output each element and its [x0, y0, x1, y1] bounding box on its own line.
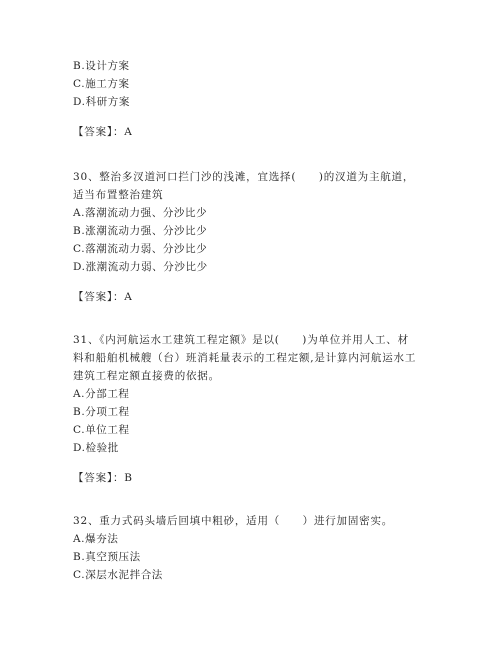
- option-d: D.科研方案: [73, 96, 130, 108]
- option-b: B.设计方案: [73, 60, 130, 72]
- option-c: C.施工方案: [73, 78, 130, 90]
- question-32-option-b: B.真空预压法: [73, 551, 141, 563]
- question-30-option-b: B.涨潮流动力强、分沙比少: [73, 225, 208, 237]
- question-30-text-line-1: 30、整治多汊道河口拦门沙的浅滩，宜选择( )的汊道为主航道，: [73, 171, 415, 183]
- question-32-option-c: C.深层水泥拌合法: [73, 569, 163, 581]
- question-31-option-a: A.分部工程: [73, 388, 130, 400]
- question-31-text-line-3: 建筑工程定额直接费的依据。: [73, 370, 220, 382]
- question-30-answer: 【答案】：A: [73, 291, 133, 303]
- question-30-option-d: D.涨潮流动力弱、分沙比少: [73, 261, 208, 273]
- question-31-option-d: D.检验批: [73, 442, 119, 454]
- question-32-text-line-1: 32、重力式码头墙后回填中粗砂，适用（ ）进行加固密实。: [73, 515, 394, 527]
- question-31-text-line-2: 料和船舶机械艘（台）班消耗量表示的工程定额,是计算内河航运水工: [73, 352, 417, 364]
- question-30-option-a: A.落潮流动力强、分沙比少: [73, 207, 208, 219]
- question-32-option-a: A.爆夯法: [73, 533, 119, 545]
- question-31-option-b: B.分项工程: [73, 406, 130, 418]
- question-31-option-c: C.单位工程: [73, 424, 130, 436]
- question-30-text-line-2: 适当布置整治建筑: [73, 189, 164, 201]
- question-30-option-c: C.落潮流动力弱、分沙比少: [73, 243, 208, 255]
- answer-line: 【答案】：A: [73, 126, 133, 138]
- question-31-answer: 【答案】：B: [73, 472, 133, 484]
- question-31-text-line-1: 31、《内河航运水工建筑工程定额》是以( )为单位并用人工、材: [73, 334, 409, 346]
